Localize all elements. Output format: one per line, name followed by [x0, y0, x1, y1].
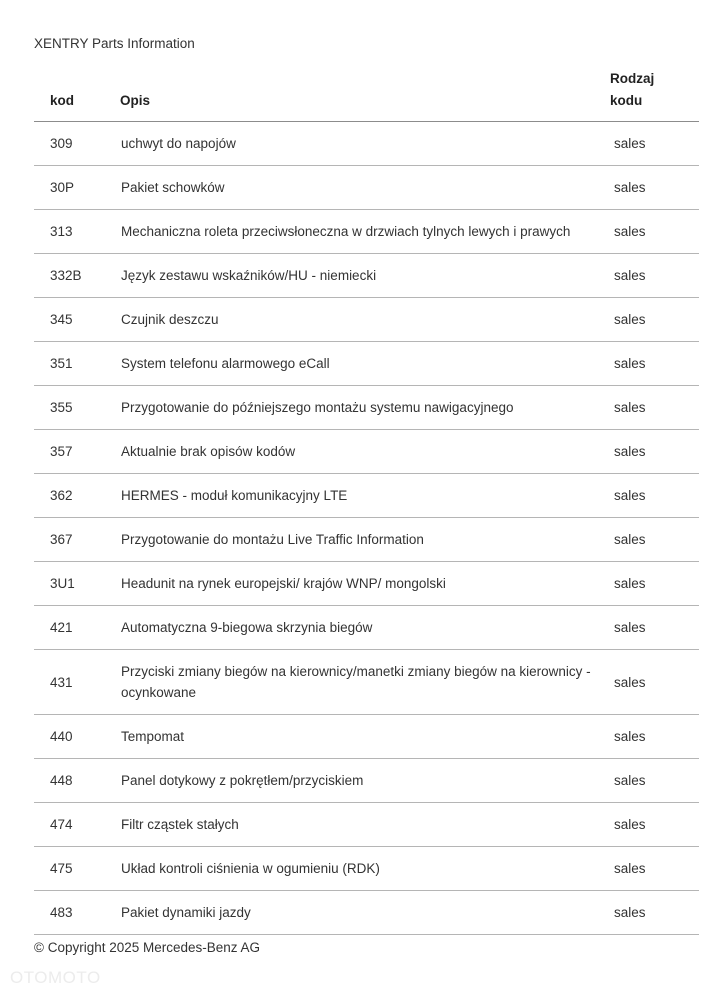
table-row — [34, 518, 699, 562]
cell-type: sales — [610, 298, 699, 342]
table-row — [34, 166, 699, 210]
table-row — [34, 891, 699, 935]
table-header-row — [34, 68, 699, 122]
cell-code: 30P — [34, 166, 120, 210]
cell-type: sales — [610, 210, 699, 254]
cell-type: sales — [610, 386, 699, 430]
cell-description: Tempomat — [120, 715, 610, 759]
cell-code: 345 — [34, 298, 120, 342]
table-row — [34, 430, 699, 474]
cell-code: 483 — [34, 891, 120, 935]
cell-code: 474 — [34, 803, 120, 847]
cell-code: 448 — [34, 759, 120, 803]
cell-description: HERMES - moduł komunikacyjny LTE — [120, 474, 610, 518]
cell-description: Filtr cząstek stałych — [120, 803, 610, 847]
table-row — [34, 210, 699, 254]
table-row — [34, 298, 699, 342]
cell-code: 362 — [34, 474, 120, 518]
cell-code: 440 — [34, 715, 120, 759]
codes-table — [34, 68, 699, 935]
cell-type: sales — [610, 474, 699, 518]
column-header-description: Opis — [120, 68, 610, 122]
cell-type: sales — [610, 342, 699, 386]
cell-code: 3U1 — [34, 562, 120, 606]
cell-type: sales — [610, 847, 699, 891]
cell-type: sales — [610, 166, 699, 210]
cell-description: Przygotowanie do montażu Live Traffic Information — [120, 518, 610, 562]
cell-description: System telefonu alarmowego eCall — [120, 342, 610, 386]
cell-type: sales — [610, 759, 699, 803]
cell-type: sales — [610, 518, 699, 562]
table-row — [34, 254, 699, 298]
cell-type: sales — [610, 715, 699, 759]
page-title: XENTRY Parts Information — [34, 36, 195, 51]
cell-code: 332B — [34, 254, 120, 298]
cell-code: 431 — [34, 650, 120, 715]
watermark: OTOMOTO — [10, 968, 101, 987]
cell-description: Czujnik deszczu — [120, 298, 610, 342]
cell-code: 351 — [34, 342, 120, 386]
cell-description: Headunit na rynek europejski/ krajów WNP/ mongolski — [120, 562, 610, 606]
column-header-type — [610, 68, 699, 122]
cell-type: sales — [610, 122, 699, 166]
column-header-type-line2: kodu — [610, 93, 643, 108]
table-row — [34, 606, 699, 650]
cell-description: uchwyt do napojów — [120, 122, 610, 166]
cell-description: Przygotowanie do późniejszego montażu systemu nawigacyjnego — [120, 386, 610, 430]
footer-copyright: © Copyright 2025 Mercedes-Benz AG — [34, 940, 261, 955]
cell-type: sales — [610, 606, 699, 650]
cell-type: sales — [610, 803, 699, 847]
table-row — [34, 342, 699, 386]
table-row — [34, 122, 699, 166]
cell-type: sales — [610, 650, 699, 715]
cell-description: Pakiet schowków — [120, 166, 610, 210]
cell-description: Układ kontroli ciśnienia w ogumieniu (RDK) — [120, 847, 610, 891]
cell-code: 475 — [34, 847, 120, 891]
cell-code: 357 — [34, 430, 120, 474]
table-row — [34, 715, 699, 759]
cell-description: Przyciski zmiany biegów na kierownicy/manetki zmiany biegów na kierownicy - ocynkowane — [120, 650, 610, 715]
cell-description: Mechaniczna roleta przeciwsłoneczna w drzwiach tylnych lewych i prawych — [120, 210, 610, 254]
column-header-type-line1: Rodzaj — [610, 71, 655, 86]
cell-description: Pakiet dynamiki jazdy — [120, 891, 610, 935]
table-row — [34, 803, 699, 847]
cell-type: sales — [610, 562, 699, 606]
cell-description: Aktualnie brak opisów kodów — [120, 430, 610, 474]
table-row — [34, 386, 699, 430]
table-row — [34, 650, 699, 715]
table-row — [34, 847, 699, 891]
cell-type: sales — [610, 254, 699, 298]
cell-code: 421 — [34, 606, 120, 650]
cell-type: sales — [610, 430, 699, 474]
table-row — [34, 759, 699, 803]
column-header-code: kod — [34, 68, 120, 122]
cell-type: sales — [610, 891, 699, 935]
table-row — [34, 474, 699, 518]
cell-code: 313 — [34, 210, 120, 254]
cell-description: Język zestawu wskaźników/HU - niemiecki — [120, 254, 610, 298]
cell-code: 367 — [34, 518, 120, 562]
cell-description: Panel dotykowy z pokrętłem/przyciskiem — [120, 759, 610, 803]
cell-code: 355 — [34, 386, 120, 430]
cell-code: 309 — [34, 122, 120, 166]
table-row — [34, 562, 699, 606]
cell-description: Automatyczna 9-biegowa skrzynia biegów — [120, 606, 610, 650]
